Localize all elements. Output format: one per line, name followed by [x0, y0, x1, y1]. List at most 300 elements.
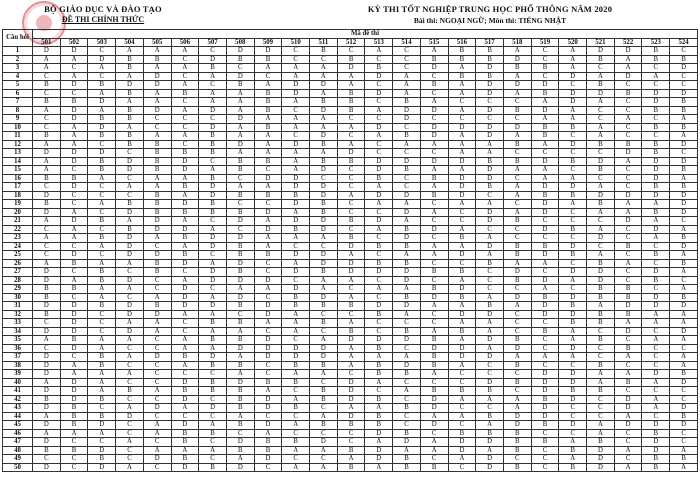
- answer-cell: C: [365, 55, 393, 64]
- answer-cell: D: [642, 89, 670, 98]
- answer-cell: D: [587, 47, 615, 56]
- answer-cell: A: [254, 387, 282, 396]
- answer-cell: C: [614, 251, 642, 260]
- answer-cell: B: [559, 463, 587, 472]
- table-row: [3, 225, 698, 234]
- answer-cell: B: [33, 310, 61, 319]
- answer-cell: C: [531, 446, 559, 455]
- answer-cell: D: [531, 225, 559, 234]
- answer-cell: D: [88, 421, 116, 430]
- answer-cell: A: [642, 217, 670, 226]
- answer-cell: C: [88, 327, 116, 336]
- answer-cell: D: [33, 327, 61, 336]
- answer-cell: A: [559, 200, 587, 209]
- answer-cell: D: [254, 208, 282, 217]
- answer-cell: D: [116, 166, 144, 175]
- answer-cell: A: [88, 174, 116, 183]
- answer-cell: D: [503, 268, 531, 277]
- answer-cell: A: [365, 463, 393, 472]
- answer-cell: B: [282, 225, 310, 234]
- answer-cell: B: [88, 234, 116, 243]
- answer-cell: C: [33, 89, 61, 98]
- answer-cell: C: [310, 455, 338, 464]
- answer-cell: C: [33, 225, 61, 234]
- answer-cell: A: [503, 166, 531, 175]
- answer-cell: A: [310, 89, 338, 98]
- answer-cell: D: [476, 81, 504, 90]
- exam-code-cell: 519: [531, 38, 559, 47]
- question-number: 7: [3, 98, 33, 107]
- answer-cell: B: [199, 387, 227, 396]
- answer-cell: C: [254, 259, 282, 268]
- answer-cell: B: [171, 208, 199, 217]
- answer-cell: D: [587, 157, 615, 166]
- answer-cell: C: [420, 72, 448, 81]
- answer-cell: C: [614, 361, 642, 370]
- table-row: [3, 174, 698, 183]
- answer-cell: A: [448, 132, 476, 141]
- answer-cell: A: [448, 149, 476, 158]
- exam-code-cell: 506: [171, 38, 199, 47]
- answer-cell: D: [337, 149, 365, 158]
- answer-cell: C: [531, 268, 559, 277]
- answer-cell: D: [33, 438, 61, 447]
- answer-cell: D: [531, 157, 559, 166]
- answer-cell: D: [559, 344, 587, 353]
- question-number: 14: [3, 157, 33, 166]
- answer-cell: A: [559, 115, 587, 124]
- answer-cell: D: [365, 72, 393, 81]
- answer-cell: B: [559, 387, 587, 396]
- answer-cell: A: [116, 370, 144, 379]
- answer-cell: D: [587, 455, 615, 464]
- answer-cell: B: [171, 438, 199, 447]
- table-row: [3, 259, 698, 268]
- answer-cell: D: [254, 404, 282, 413]
- answer-cell: B: [365, 361, 393, 370]
- answer-cell: C: [587, 217, 615, 226]
- answer-cell: B: [670, 55, 698, 64]
- answer-cell: C: [448, 463, 476, 472]
- answer-cell: C: [88, 47, 116, 56]
- answer-cell: C: [337, 208, 365, 217]
- question-number: 21: [3, 217, 33, 226]
- answer-cell: B: [143, 200, 171, 209]
- answer-cell: B: [559, 302, 587, 311]
- answer-cell: A: [143, 319, 171, 328]
- answer-cell: B: [642, 455, 670, 464]
- answer-cell: B: [670, 259, 698, 268]
- answer-cell: A: [531, 353, 559, 362]
- answer-cell: D: [393, 336, 421, 345]
- question-number: 45: [3, 421, 33, 430]
- answer-cell: B: [88, 115, 116, 124]
- answer-cell: C: [60, 242, 88, 251]
- answer-cell: D: [171, 200, 199, 209]
- answer-cell: A: [670, 310, 698, 319]
- table-row: [3, 242, 698, 251]
- table-row: [3, 429, 698, 438]
- answer-cell: B: [337, 157, 365, 166]
- answer-cell: D: [587, 89, 615, 98]
- answer-cell: A: [33, 259, 61, 268]
- answer-cell: C: [531, 217, 559, 226]
- answer-cell: C: [171, 370, 199, 379]
- answer-cell: D: [337, 336, 365, 345]
- answer-cell: D: [587, 234, 615, 243]
- answer-cell: C: [337, 438, 365, 447]
- answer-cell: A: [60, 361, 88, 370]
- answer-cell: B: [670, 106, 698, 115]
- answer-cell: B: [33, 446, 61, 455]
- answer-cell: C: [365, 319, 393, 328]
- answer-cell: A: [448, 89, 476, 98]
- answer-cell: C: [420, 319, 448, 328]
- table-row: [3, 123, 698, 132]
- answer-cell: D: [476, 242, 504, 251]
- answer-cell: D: [393, 268, 421, 277]
- answer-cell: C: [310, 242, 338, 251]
- answer-cell: D: [365, 446, 393, 455]
- answer-cell: A: [226, 183, 254, 192]
- answer-cell: D: [531, 302, 559, 311]
- answer-cell: C: [33, 183, 61, 192]
- answer-cell: B: [33, 200, 61, 209]
- answer-cell: D: [60, 149, 88, 158]
- answer-cell: C: [282, 132, 310, 141]
- answer-cell: C: [420, 89, 448, 98]
- question-number: 8: [3, 106, 33, 115]
- answer-cell: D: [60, 157, 88, 166]
- answer-cell: B: [60, 174, 88, 183]
- answer-cell: D: [365, 429, 393, 438]
- answer-cell: C: [33, 251, 61, 260]
- answer-cell: A: [559, 276, 587, 285]
- answer-cell: C: [476, 285, 504, 294]
- answer-cell: C: [503, 234, 531, 243]
- answer-cell: B: [503, 64, 531, 73]
- answer-cell: D: [254, 344, 282, 353]
- answer-cell: D: [199, 183, 227, 192]
- answer-cell: A: [116, 285, 144, 294]
- answer-cell: C: [642, 387, 670, 396]
- answer-cell: C: [365, 327, 393, 336]
- answer-cell: C: [143, 370, 171, 379]
- answer-cell: B: [226, 395, 254, 404]
- answer-cell: B: [614, 293, 642, 302]
- answer-cell: D: [60, 106, 88, 115]
- answer-cell: A: [587, 225, 615, 234]
- answer-cell: A: [448, 455, 476, 464]
- answer-cell: B: [365, 370, 393, 379]
- answer-cell: C: [559, 208, 587, 217]
- answer-cell: D: [33, 387, 61, 396]
- answer-cell: C: [393, 47, 421, 56]
- answer-cell: A: [393, 387, 421, 396]
- answer-cell: A: [614, 200, 642, 209]
- table-row: [3, 208, 698, 217]
- answer-cell: A: [531, 259, 559, 268]
- answer-cell: D: [559, 72, 587, 81]
- answer-cell: D: [670, 157, 698, 166]
- answer-cell: C: [337, 47, 365, 56]
- answer-cell: D: [393, 208, 421, 217]
- answer-cell: C: [670, 47, 698, 56]
- answer-cell: D: [143, 225, 171, 234]
- answer-cell: A: [310, 370, 338, 379]
- answer-cell: C: [143, 123, 171, 132]
- answer-cell: D: [670, 191, 698, 200]
- answer-cell: A: [143, 429, 171, 438]
- answer-cell: B: [587, 140, 615, 149]
- answer-cell: A: [88, 64, 116, 73]
- answer-cell: A: [448, 140, 476, 149]
- answer-cell: D: [143, 310, 171, 319]
- answer-cell: A: [503, 259, 531, 268]
- answer-cell: D: [254, 276, 282, 285]
- table-row: [3, 336, 698, 345]
- answer-cell: A: [60, 429, 88, 438]
- answer-cell: A: [282, 72, 310, 81]
- answer-cell: B: [310, 268, 338, 277]
- answer-cell: D: [587, 191, 615, 200]
- answer-cell: C: [365, 293, 393, 302]
- answer-cell: D: [199, 302, 227, 311]
- answer-cell: B: [365, 259, 393, 268]
- answer-cell: C: [171, 55, 199, 64]
- answer-cell: B: [587, 310, 615, 319]
- answer-cell: B: [226, 302, 254, 311]
- answer-cell: C: [282, 242, 310, 251]
- answer-cell: A: [476, 319, 504, 328]
- table-row: [3, 370, 698, 379]
- answer-cell: D: [393, 115, 421, 124]
- answer-cell: B: [393, 98, 421, 107]
- answer-cell: A: [420, 166, 448, 175]
- answer-cell: A: [143, 183, 171, 192]
- answer-cell: C: [60, 463, 88, 472]
- answer-cell: D: [171, 285, 199, 294]
- answer-cell: D: [614, 149, 642, 158]
- answer-cell: C: [448, 217, 476, 226]
- answer-cell: B: [420, 463, 448, 472]
- answer-cell: D: [171, 225, 199, 234]
- answer-cell: C: [587, 174, 615, 183]
- official-exam-label: ĐỀ THI CHÍNH THỨC: [61, 15, 145, 24]
- answer-cell: D: [282, 81, 310, 90]
- answer-cell: D: [226, 47, 254, 56]
- answer-cell: C: [116, 268, 144, 277]
- answer-cell: D: [670, 327, 698, 336]
- answer-cell: D: [642, 438, 670, 447]
- answer-cell: D: [171, 259, 199, 268]
- answer-cell: B: [642, 429, 670, 438]
- answer-cell: D: [393, 361, 421, 370]
- answer-cell: A: [614, 353, 642, 362]
- answer-cell: C: [670, 429, 698, 438]
- answer-cell: B: [254, 55, 282, 64]
- answer-cell: D: [33, 421, 61, 430]
- answer-cell: B: [337, 217, 365, 226]
- answer-cell: D: [171, 421, 199, 430]
- answer-cell: A: [503, 395, 531, 404]
- answer-cell: C: [116, 149, 144, 158]
- answer-cell: D: [642, 166, 670, 175]
- answer-cell: D: [670, 208, 698, 217]
- answer-cell: D: [171, 378, 199, 387]
- answer-cell: D: [337, 412, 365, 421]
- answer-cell: C: [226, 310, 254, 319]
- answer-cell: A: [60, 132, 88, 141]
- answer-cell: A: [587, 72, 615, 81]
- answer-cell: B: [614, 285, 642, 294]
- answer-cell: B: [420, 268, 448, 277]
- answer-cell: D: [116, 251, 144, 260]
- answer-cell: D: [531, 251, 559, 260]
- answer-cell: C: [88, 310, 116, 319]
- answer-cell: B: [310, 140, 338, 149]
- table-row: [3, 404, 698, 413]
- answer-cell: B: [143, 302, 171, 311]
- answer-cell: D: [559, 183, 587, 192]
- answer-cell: A: [393, 446, 421, 455]
- answer-cell: B: [670, 455, 698, 464]
- question-number: 3: [3, 64, 33, 73]
- answer-cell: B: [476, 302, 504, 311]
- answer-cell: B: [226, 336, 254, 345]
- answer-cell: B: [642, 251, 670, 260]
- answer-cell: A: [282, 446, 310, 455]
- answer-cell: B: [476, 72, 504, 81]
- answer-cell: A: [448, 395, 476, 404]
- answer-cell: C: [559, 132, 587, 141]
- answer-cell: B: [143, 259, 171, 268]
- answer-cell: B: [337, 89, 365, 98]
- answer-cell: D: [337, 378, 365, 387]
- answer-cell: A: [670, 225, 698, 234]
- answer-cell: C: [503, 98, 531, 107]
- exam-subject: Bài thi: NGOẠI NGỮ; Môn thi: TIẾNG NHẬT: [413, 16, 567, 25]
- answer-cell: C: [116, 344, 144, 353]
- answer-cell: B: [587, 336, 615, 345]
- answer-cell: D: [670, 64, 698, 73]
- answer-cell: C: [420, 217, 448, 226]
- answer-cell: B: [587, 55, 615, 64]
- answer-cell: C: [670, 344, 698, 353]
- answer-cell: A: [476, 234, 504, 243]
- answer-cell: C: [614, 98, 642, 107]
- answer-cell: B: [88, 217, 116, 226]
- answer-cell: D: [476, 455, 504, 464]
- answer-cell: A: [642, 378, 670, 387]
- answer-cell: A: [365, 47, 393, 56]
- answer-cell: D: [365, 191, 393, 200]
- answer-cell: B: [226, 387, 254, 396]
- answer-cell: A: [531, 285, 559, 294]
- answer-cell: A: [33, 378, 61, 387]
- answer-cell: D: [476, 310, 504, 319]
- answer-cell: B: [171, 455, 199, 464]
- answer-cell: A: [310, 446, 338, 455]
- answer-cell: C: [282, 336, 310, 345]
- answer-cell: A: [171, 361, 199, 370]
- answer-cell: B: [531, 293, 559, 302]
- answer-cell: D: [60, 302, 88, 311]
- answer-cell: A: [670, 446, 698, 455]
- answer-cell: B: [420, 55, 448, 64]
- answer-cell: B: [310, 200, 338, 209]
- answer-cell: D: [226, 463, 254, 472]
- answer-cell: D: [476, 89, 504, 98]
- answer-cell: D: [60, 183, 88, 192]
- answer-cell: A: [614, 55, 642, 64]
- answer-cell: A: [614, 319, 642, 328]
- answer-cell: A: [337, 72, 365, 81]
- answer-cell: C: [60, 353, 88, 362]
- question-number: 44: [3, 412, 33, 421]
- answer-cell: D: [33, 208, 61, 217]
- answer-cell: D: [310, 106, 338, 115]
- answer-cell: C: [587, 353, 615, 362]
- answer-cell: A: [171, 344, 199, 353]
- answer-cell: D: [614, 395, 642, 404]
- answer-cell: B: [670, 123, 698, 132]
- answer-cell: A: [365, 404, 393, 413]
- answer-cell: D: [116, 327, 144, 336]
- answer-cell: A: [448, 276, 476, 285]
- answer-cell: B: [614, 242, 642, 251]
- table-row: [3, 64, 698, 73]
- answer-cell: C: [199, 47, 227, 56]
- answer-cell: D: [116, 242, 144, 251]
- answer-cell: A: [282, 157, 310, 166]
- answer-cell: C: [503, 455, 531, 464]
- answer-cell: C: [33, 115, 61, 124]
- answer-cell: C: [503, 327, 531, 336]
- document-header: [0, 0, 700, 30]
- answer-cell: D: [448, 174, 476, 183]
- exam-code-cell: 513: [365, 38, 393, 47]
- answer-cell: A: [282, 395, 310, 404]
- answer-cell: B: [310, 208, 338, 217]
- answer-cell: A: [587, 98, 615, 107]
- answer-cell: B: [503, 140, 531, 149]
- answer-cell: A: [476, 421, 504, 430]
- answer-cell: D: [476, 123, 504, 132]
- answer-cell: A: [171, 106, 199, 115]
- answer-cell: B: [171, 89, 199, 98]
- answer-cell: A: [642, 395, 670, 404]
- answer-cell: C: [642, 361, 670, 370]
- answer-cell: A: [143, 421, 171, 430]
- answer-cell: C: [143, 361, 171, 370]
- answer-cell: B: [503, 463, 531, 472]
- answer-cell: B: [587, 166, 615, 175]
- question-number: 10: [3, 123, 33, 132]
- answer-cell: D: [310, 191, 338, 200]
- answer-cell: D: [531, 276, 559, 285]
- answer-cell: A: [310, 123, 338, 132]
- exam-code-cell: 510: [282, 38, 310, 47]
- answer-cell: A: [60, 276, 88, 285]
- answer-cell: B: [393, 132, 421, 141]
- answer-cell: C: [60, 438, 88, 447]
- answer-cell: A: [310, 234, 338, 243]
- answer-cell: B: [199, 336, 227, 345]
- answer-cell: D: [531, 387, 559, 396]
- answer-cell: D: [254, 310, 282, 319]
- answer-cell: A: [559, 55, 587, 64]
